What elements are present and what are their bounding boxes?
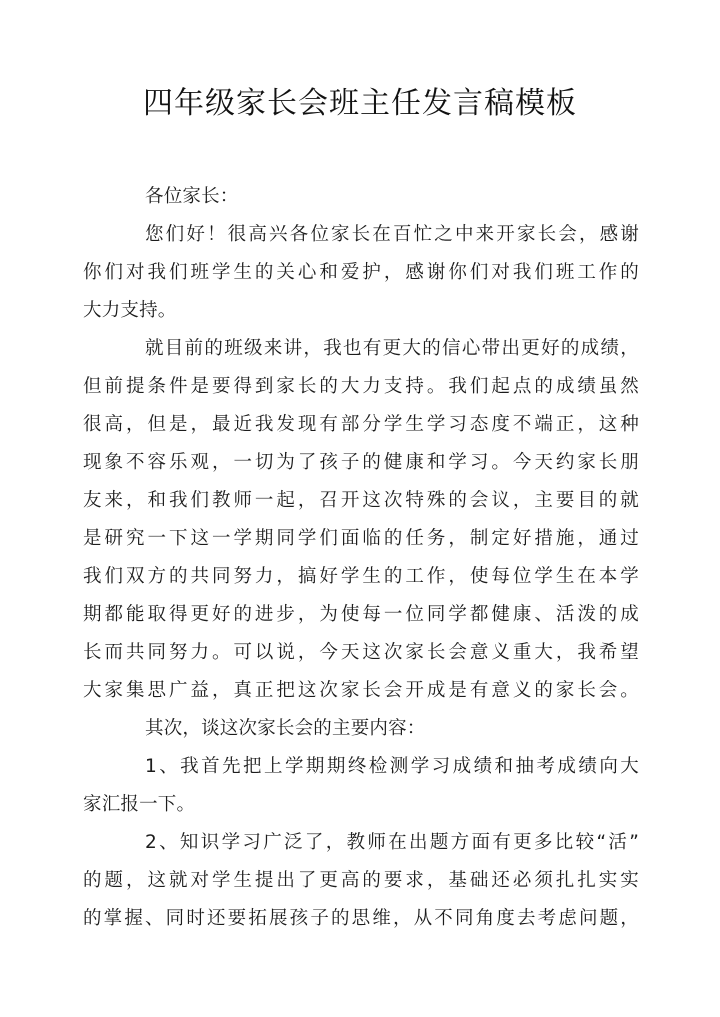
paragraph-line: 期都能取得更好的进步，为使每一位同学都健康、活泼的成 (83, 604, 639, 625)
document-body (83, 178, 639, 938)
document-title: 四年级家长会班主任发言稿模板 (143, 86, 577, 121)
paragraph-line: 但前提条件是要得到家长的大力支持。我们起点的成绩虽然 (83, 376, 639, 397)
paragraph-line: 现象不容乐观，一切为了孩子的健康和学习。今天约家长朋 (83, 452, 639, 473)
list-item-line: 1、我首先把上学期期终检测学习成绩和抽考成绩向大 (145, 756, 639, 777)
paragraph-line: 友来，和我们教师一起，召开这次特殊的会议，主要目的就 (83, 490, 639, 511)
paragraph-line: 大力支持。 (83, 300, 177, 321)
paragraph-line: 大家集思广益，真正把这次家长会开成是有意义的家长会。 (83, 680, 639, 701)
paragraph-line: 很高，但是，最近我发现有部分学生学习态度不端正，这种 (83, 414, 639, 435)
paragraph-line: 长而共同努力。可以说，今天这次家长会意义重大，我希望 (83, 642, 639, 663)
paragraph-line: 我们双方的共同努力，搞好学生的工作，使每位学生在本学 (83, 566, 639, 587)
paragraph-line: 您们好！很高兴各位家长在百忙之中来开家长会，感谢 (145, 224, 639, 245)
list-item-line: 2、知识学习广泛了，教师在出题方面有更多比较“活” (145, 832, 639, 853)
section-heading-line: 其次，谈这次家长会的主要内容： (145, 718, 426, 739)
list-item-line: 家汇报一下。 (83, 794, 196, 815)
list-item-line: 的掌握、同时还要拓展孩子的思维，从不同角度去考虑问题， (83, 908, 639, 929)
paragraph-line: 是研究一下这一学期同学们面临的任务，制定好措施，通过 (83, 528, 639, 549)
salutation: 各位家长： (145, 186, 239, 207)
paragraph-line: 你们对我们班学生的关心和爱护，感谢你们对我们班工作的 (83, 262, 639, 283)
list-item-line: 的题，这就对学生提出了更高的要求，基础还必须扎扎实实 (83, 870, 639, 891)
paragraph-line: 就目前的班级来讲，我也有更大的信心带出更好的成绩， (145, 338, 639, 359)
